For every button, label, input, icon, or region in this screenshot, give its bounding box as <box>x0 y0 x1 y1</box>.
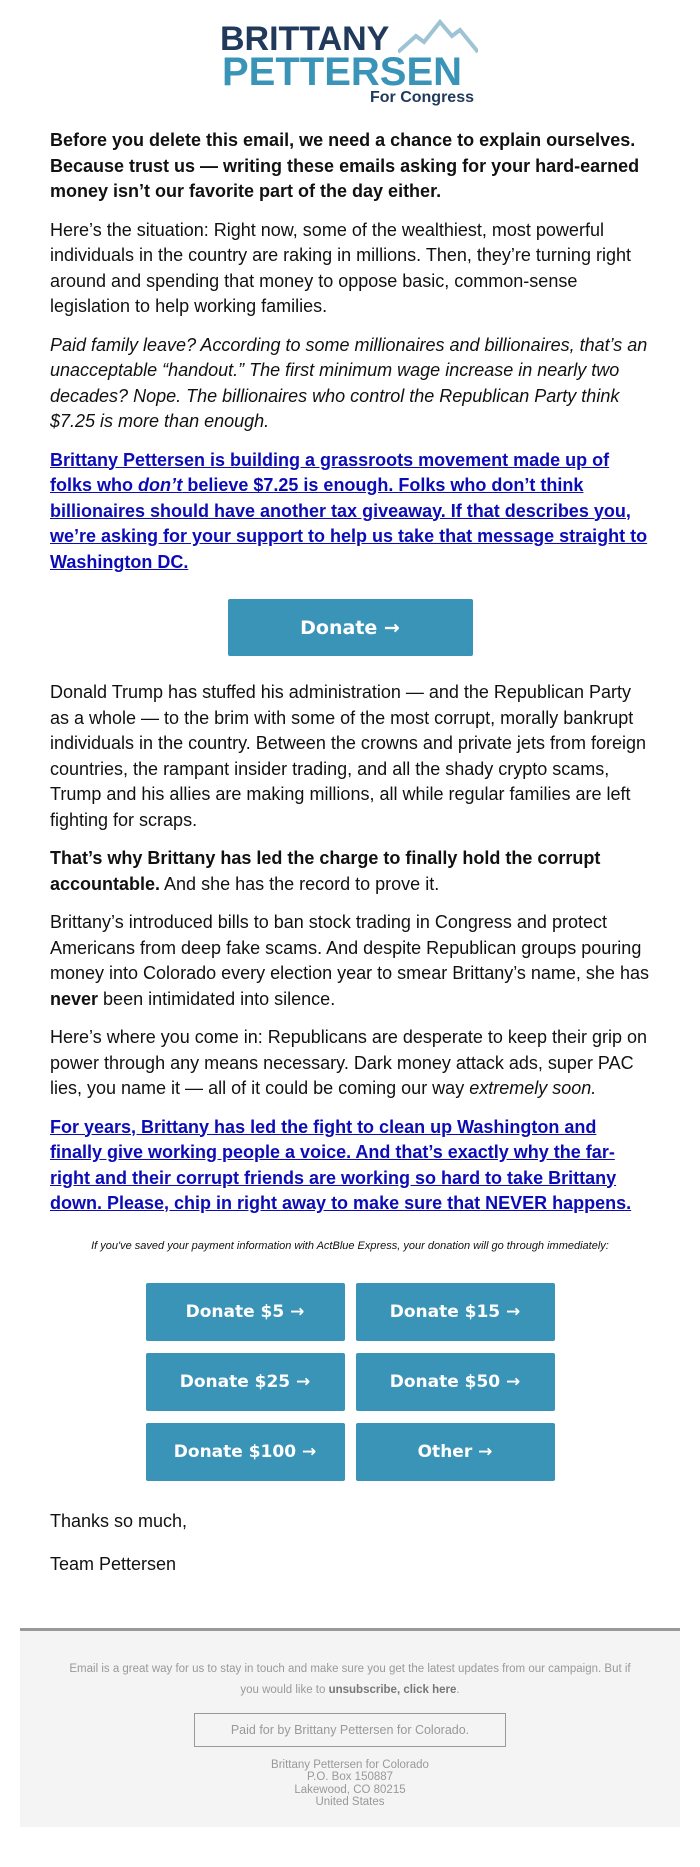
address-line: United States <box>315 1796 385 1808</box>
link-text: believe $7.25 is enough. Folks who don’t think billionaires should have another tax giveaway. If that describes you, we’re asking for your support to help us take that message straight to Washington DC. <box>50 475 648 572</box>
bold-text: That’s why Brittany has led the charge to finally hold the corrupt accountable. <box>50 848 601 894</box>
donate-50-button[interactable]: Donate $50 → <box>356 1353 555 1411</box>
mountain-icon <box>398 18 478 54</box>
text: . <box>456 1683 460 1696</box>
donate-5-button[interactable]: Donate $5 → <box>146 1283 345 1341</box>
link-paragraph-1 <box>50 448 650 576</box>
donate-25-button[interactable]: Donate $25 → <box>146 1353 345 1411</box>
signoff: Thanks so much, <box>50 1510 188 1531</box>
logo-line2: PETTERSEN <box>222 50 463 94</box>
mailing-address <box>60 1759 640 1809</box>
paid-for-box: Paid for by Brittany Pettersen for Colorado. <box>194 1713 506 1747</box>
text: Here’s where you come in: Republicans are desperate to keep their grip on power through any means necessary. Dark money attack ads, super PAC lies, you name it — all of it could be coming our way <box>50 1027 648 1098</box>
situation-paragraph: Here’s the situation: Right now, some of the wealthiest, most powerful individuals in the country are raking in millions. Then, they’re turning right around and spending that money to oppose basic, common-sense legislation to help working families. <box>50 219 631 316</box>
wage-paragraph: Paid family leave? According to some millionaires and billionaires, that’s an unacceptable “handout.” The first minimum wage increase in nearly two decades? Nope. The billionaires who control the Republican Party think $7.25 is more than enough. <box>50 334 648 431</box>
link-text: Brittany Pettersen is building a grassroots movement made up of folks who <box>50 449 610 495</box>
link-emphasis: don’t <box>138 475 183 495</box>
trump-paragraph: Donald Trump has stuffed his administration — and the Republican Party as a whole — to the brim with some of the most corrupt, morally bankrupt individuals in the country. Between the crowns and private jets from foreign countries, the rampant insider trading, and all the shady crypto scams, Trump and his allies are making millions, all while regular families are left fighting for scraps. <box>50 682 646 830</box>
donate-15-button[interactable]: Donate $15 → <box>356 1283 555 1341</box>
link-paragraph-2 <box>50 1115 650 1217</box>
email-page <box>0 18 700 1827</box>
address-line: P.O. Box 150887 <box>306 1771 394 1783</box>
donate-100-button[interactable]: Donate $100 → <box>146 1423 345 1481</box>
email-body <box>0 128 700 1578</box>
record-paragraph <box>50 910 650 1012</box>
signature: Team Pettersen <box>50 1554 177 1574</box>
logo-line3: For Congress <box>369 89 474 106</box>
footer-text <box>60 1659 640 1701</box>
donate-link-2[interactable]: For years, Brittany has led the fight to clean up Washington and finally give working people a voice. And that’s exactly why the far-right and their corrupt friends are working so hard to take Brittany down. Please, chip in right away to make sure that NEVER happens. <box>50 1116 632 1213</box>
accountable-paragraph <box>50 846 650 897</box>
intro-paragraph: Before you delete this email, we need a chance to explain ourselves. Because trust us — writing these emails asking for your hard-earned money isn’t our favorite part of the day either. <box>50 130 640 201</box>
ask-paragraph <box>50 1025 650 1102</box>
donate-other-button[interactable]: Other → <box>356 1423 555 1481</box>
donate-amount-grid <box>50 1283 650 1481</box>
bold-text: never <box>50 988 99 1009</box>
text: And she has the record to prove it. <box>160 873 440 894</box>
em-text: extremely soon. <box>469 1078 597 1098</box>
footer <box>20 1628 680 1827</box>
unsubscribe-link[interactable]: unsubscribe, click here <box>328 1683 457 1696</box>
address-line: Brittany Pettersen for Colorado <box>271 1758 429 1771</box>
text: Email is a great way for us to stay in touch and make sure you get the latest updates from our campaign. But if you would like to <box>69 1662 631 1696</box>
text: been intimidated into silence. <box>98 988 336 1009</box>
campaign-logo <box>220 18 480 106</box>
donate-link-1[interactable] <box>50 450 647 572</box>
address-line: Lakewood, CO 80215 <box>294 1783 406 1796</box>
logo-line1: BRITTANY <box>220 20 390 58</box>
donate-button[interactable]: Donate → <box>228 599 473 656</box>
text: Brittany’s introduced bills to ban stock trading in Congress and protect Americans from deep fake scams. And despite Republican groups pouring money into Colorado every election year to smear Brittany’s name, she has <box>50 912 649 983</box>
actblue-express-note: If you've saved your payment information with ActBlue Express, your donation will go through immediately: <box>91 1239 609 1252</box>
